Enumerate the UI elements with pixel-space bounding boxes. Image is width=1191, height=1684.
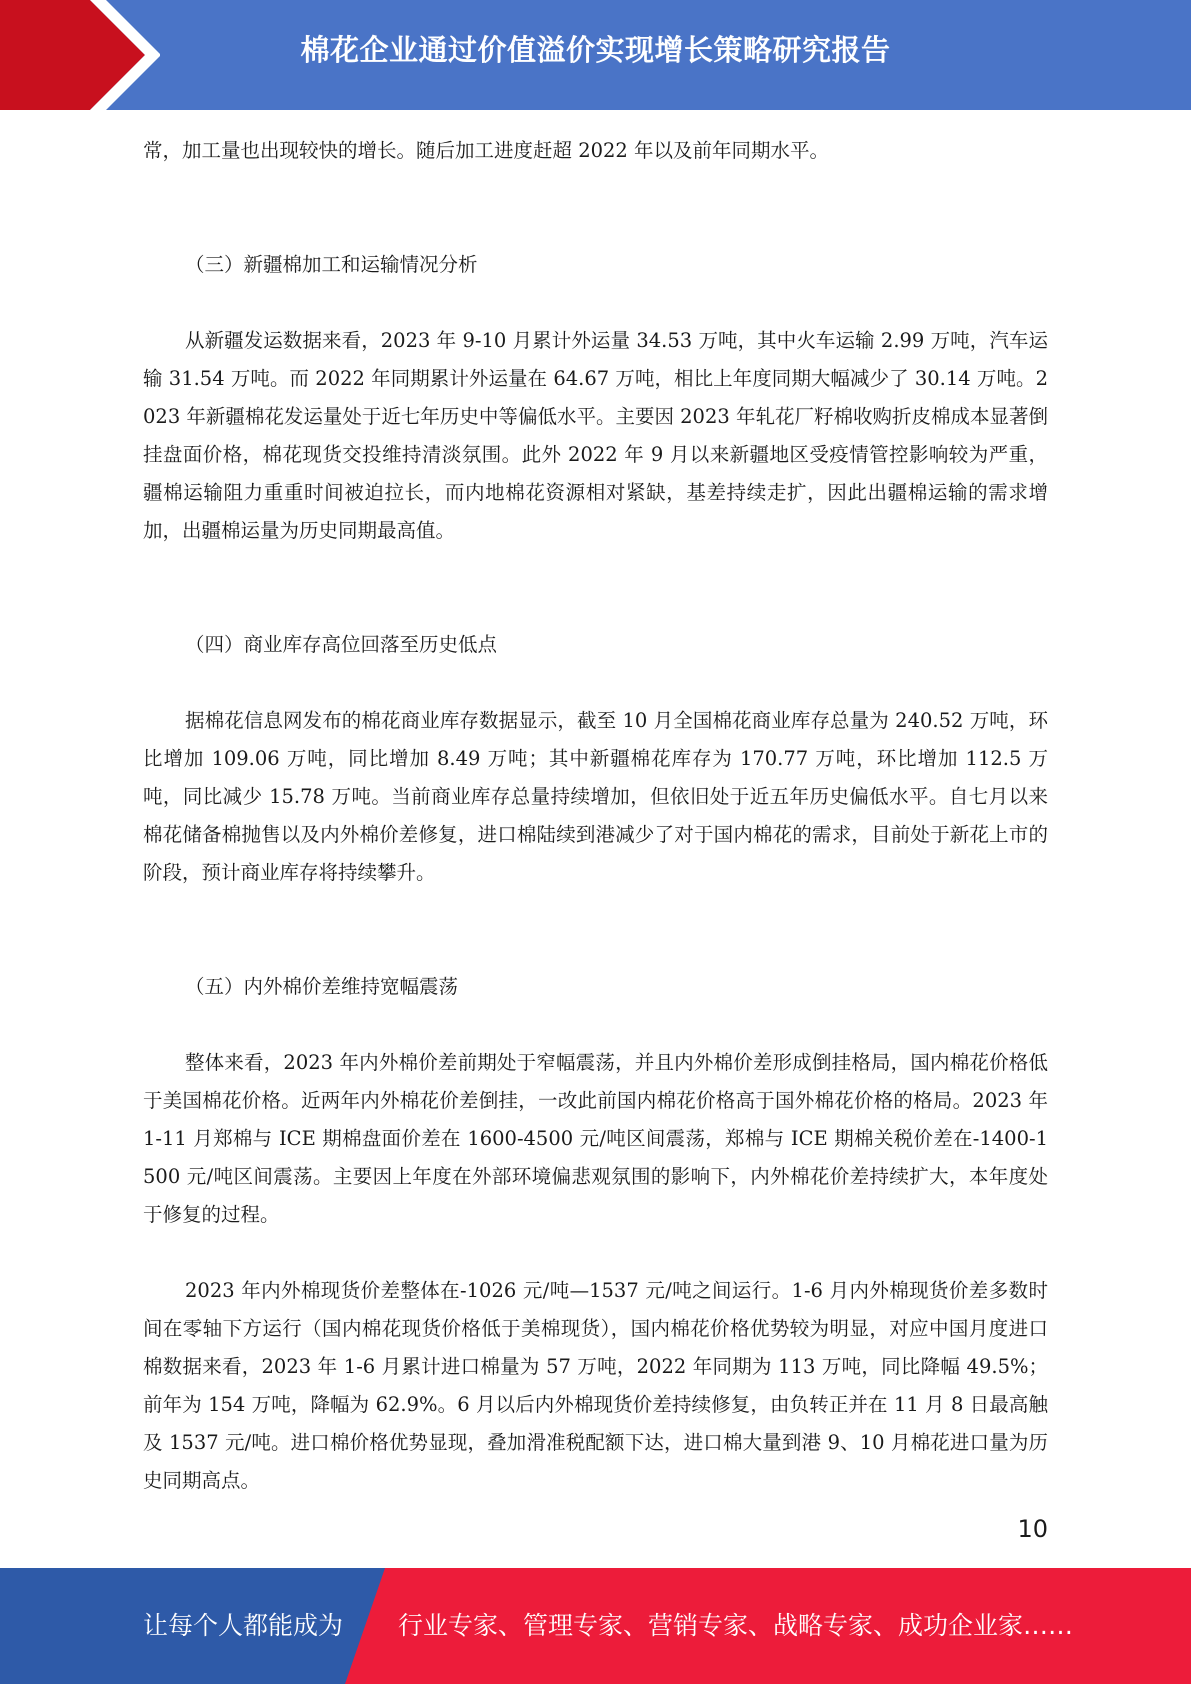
section-heading-3: （三）新疆棉加工和运输情况分析 [185,253,478,276]
paragraph-xinjiang-transport: 从新疆发运数据来看，2023 年 9-10 月累计外运量 34.53 万吨，其中火车运输 2.99 万吨，汽车运输 31.54 万吨。而 2022 年同期累计外运量在 64.67 万吨，相比上年度同期大幅减少了 30.14 万吨。2023 年新疆棉花发运量处于近七年历史中等偏低水平。主要因 2023 年轧花厂籽棉收购折皮棉成本显著倒挂盘面价格，棉花现货交投维持清淡氛围。此外 2022 年 9 月以来新疆地区受疫情管控影响较为严重，疆棉运输阻力重重时间被迫拉长，而内地棉花资源相对紧缺，基差持续走扩，因此出疆棉运输的需求增加，出疆棉运量为历史同期最高值。 [143,329,1048,542]
page-number: 10 [1017,1515,1048,1543]
paragraph-intro-continuation: 常，加工量也出现较快的增长。随后加工进度赶超 2022 年以及前年同期水平。 [143,139,830,162]
paragraph-price-spread-overview: 整体来看，2023 年内外棉价差前期处于窄幅震荡，并且内外棉价差形成倒挂格局，国内棉花价格低于美国棉花价格。近两年内外棉花价差倒挂，一改此前国内棉花价格高于国外棉花价格的格局。2023 年 1-11 月郑棉与 ICE 期棉盘面价差在 1600-4500 元/吨区间震荡，郑棉与 ICE 期棉关税价差在-1400-1500 元/吨区间震荡。主要因上年度在外部环境偏悲观氛围的影响下，内外棉花价差持续扩大，本年度处于修复的过程。 [143,1051,1048,1226]
section-heading-5: （五）内外棉价差维持宽幅震荡 [185,975,459,998]
document-body [143,132,1048,1500]
report-title: 棉花企业通过价值溢价实现增长策略研究报告 [300,33,891,67]
section-heading-4: （四）商业库存高位回落至历史低点 [185,633,498,656]
page-footer [0,1568,1191,1684]
paragraph-spot-price-spread: 2023 年内外棉现货价差整体在-1026 元/吨—1537 元/吨之间运行。1-6 月内外棉现货价差多数时间在零轴下方运行（国内棉花现货价格低于美棉现货），国内棉花价格优势较为明显，对应中国月度进口棉数据来看，2023 年 1-6 月累计进口棉量为 57 万吨，2022 年同期为 113 万吨，同比降幅 49.5%；前年为 154 万吨，降幅为 62.9%。6 月以后内外棉现货价差持续修复，由负转正并在 11 月 8 日最高触及 1537 元/吨。进口棉价格优势显现，叠加滑准税配额下达，进口棉大量到港 9、10 月棉花进口量为历史同期高点。 [143,1279,1048,1492]
page-header [0,0,1191,110]
footer-slogan-right: 行业专家、管理专家、营销专家、战略专家、成功企业家…… [398,1611,1074,1640]
footer-slogan-left: 让每个人都能成为 [143,1611,344,1640]
paragraph-commercial-inventory: 据棉花信息网发布的棉花商业库存数据显示，截至 10 月全国棉花商业库存总量为 240.52 万吨，环比增加 109.06 万吨，同比增加 8.49 万吨；其中新疆棉花库存为 170.77 万吨，环比增加 112.5 万吨，同比减少 15.78 万吨。当前商业库存总量持续增加，但依旧处于近五年历史偏低水平。自七月以来棉花储备棉抛售以及内外棉价差修复，进口棉陆续到港减少了对于国内棉花的需求，目前处于新花上市的阶段，预计商业库存将持续攀升。 [143,709,1048,884]
